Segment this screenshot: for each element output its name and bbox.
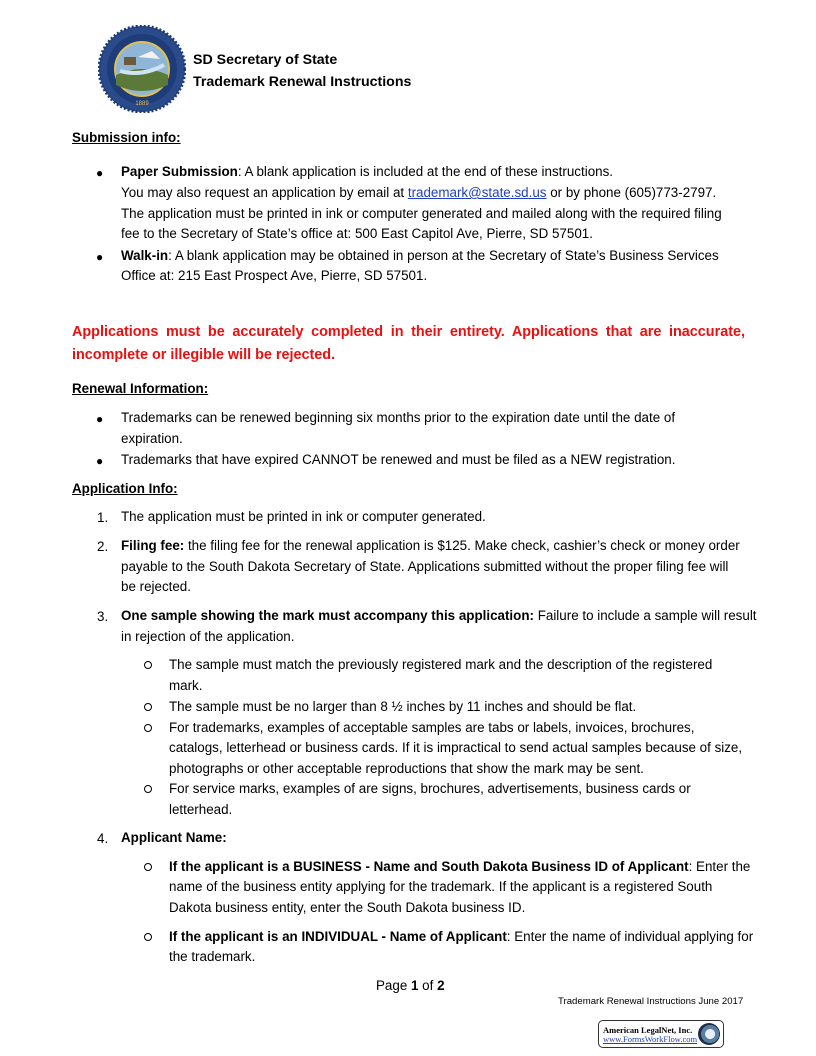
document-title: Trademark Renewal Instructions <box>193 74 412 90</box>
sample-rule-3-line2: catalogs, letterhead or business cards. If it is impractical to send actual samples because of size, <box>169 740 743 755</box>
application-item-2-line2: payable to the South Dakota Secretary of State. Applications submitted without the proper filing fee will <box>121 559 729 574</box>
renewal-item-1-line2: expiration. <box>121 431 183 446</box>
americanlegalnet-badge[interactable] <box>598 1020 724 1048</box>
sample-rule-2: The sample must be no larger than 8 ½ inches by 11 inches and should be flat. <box>169 699 637 714</box>
footer-document-label: Trademark Renewal Instructions June 2017 <box>558 996 744 1007</box>
document-header <box>193 49 411 93</box>
sample-rule-1-line1: The sample must match the previously registered mark and the description of the registered <box>169 657 713 672</box>
sample-rule-4-line2: letterhead. <box>169 802 233 817</box>
svg-text:1889: 1889 <box>135 101 149 107</box>
sample-rule-1-line2: mark. <box>169 678 203 693</box>
circle-bullet-icon <box>144 703 152 711</box>
sample-rule-4-line1: For service marks, examples of are signs, brochures, advertisements, business cards or <box>169 781 691 796</box>
formsworkflow-logo-icon <box>698 1023 720 1045</box>
paper-submission-line2: You may also request an application by email at trademark@state.sd.us or by phone (605)773-2797. <box>121 185 717 200</box>
sample-rule-3-line1: For trademarks, examples of acceptable samples are tabs or labels, invoices, brochures, <box>169 720 695 735</box>
business-applicant-line1: If the applicant is a BUSINESS - Name and South Dakota Business ID of Applicant: Enter the <box>169 859 751 874</box>
walkin-line2: Office at: 215 East Prospect Ave, Pierre, SD 57501. <box>121 268 428 283</box>
circle-bullet-icon <box>144 933 152 941</box>
application-item-4-heading: Applicant Name: <box>121 830 227 845</box>
agency-title: SD Secretary of State <box>193 52 338 68</box>
paper-submission-line4: fee to the Secretary of State’s office at: 500 East Capitol Ave, Pierre, SD 57501. <box>121 226 593 241</box>
badge-company-name: American LegalNet, Inc. <box>603 1025 693 1035</box>
circle-bullet-icon <box>144 661 152 669</box>
paper-submission-line1: Paper Submission: A blank application is included at the end of these instructions. <box>121 164 614 179</box>
renewal-item-2: Trademarks that have expired CANNOT be renewed and must be filed as a NEW registration. <box>121 452 676 467</box>
section-heading-renewal: Renewal Information: <box>72 381 209 396</box>
bullet-icon: ● <box>96 412 104 426</box>
badge-website-link[interactable]: www.FormsWorkFlow.com <box>603 1034 698 1044</box>
application-item-1: The application must be printed in ink or computer generated. <box>121 509 486 524</box>
email-link[interactable]: trademark@state.sd.us <box>407 185 547 200</box>
list-number: 1. <box>97 510 109 525</box>
section-heading-submission: Submission info: <box>72 130 181 145</box>
renewal-item-1-line1: Trademarks can be renewed beginning six months prior to the expiration date until the date of <box>121 410 676 425</box>
list-number: 2. <box>97 539 109 554</box>
circle-bullet-icon <box>144 785 152 793</box>
circle-bullet-icon <box>144 724 152 732</box>
application-item-3-line1: One sample showing the mark must accompany this application: Failure to include a sample will result <box>121 608 757 623</box>
bullet-icon: ● <box>96 454 104 468</box>
business-applicant-line3: Dakota business entity, enter the South Dakota business ID. <box>169 900 526 915</box>
sample-rule-3-line3: photographs or other acceptable reproductions that show the mark may be sent. <box>169 761 644 776</box>
page-number: Page 1 of 2 <box>376 978 445 993</box>
circle-bullet-icon <box>144 863 152 871</box>
list-number: 4. <box>97 831 109 846</box>
application-item-2-line1: Filing fee: the filing fee for the renewal application is $125. Make check, cashier’s check or money order <box>121 538 740 553</box>
list-number: 3. <box>97 609 109 624</box>
paper-submission-line3: The application must be printed in ink or computer generated and mailed along with the required filing <box>121 206 722 221</box>
individual-applicant-line1: If the applicant is an INDIVIDUAL - Name of Applicant: Enter the name of individual applying for <box>169 929 754 944</box>
individual-applicant-line2: the trademark. <box>169 949 256 964</box>
business-applicant-line2: name of the business entity applying for the trademark. If the applicant is a registered South <box>169 879 713 894</box>
bullet-icon: ● <box>96 166 104 180</box>
application-item-3-line2: in rejection of the application. <box>121 629 295 644</box>
section-heading-application: Application Info: <box>72 481 178 496</box>
state-seal-logo <box>98 25 186 113</box>
rejection-warning: Applications must be accurately completed in their entirety. Applications that are inaccurate, incomplete or illegible will be rejected. <box>72 324 745 363</box>
walkin-line1: Walk-in: A blank application may be obtained in person at the Secretary of State’s Business Services <box>121 248 719 263</box>
bullet-icon: ● <box>96 250 104 264</box>
application-item-2-line3: be rejected. <box>121 579 191 594</box>
